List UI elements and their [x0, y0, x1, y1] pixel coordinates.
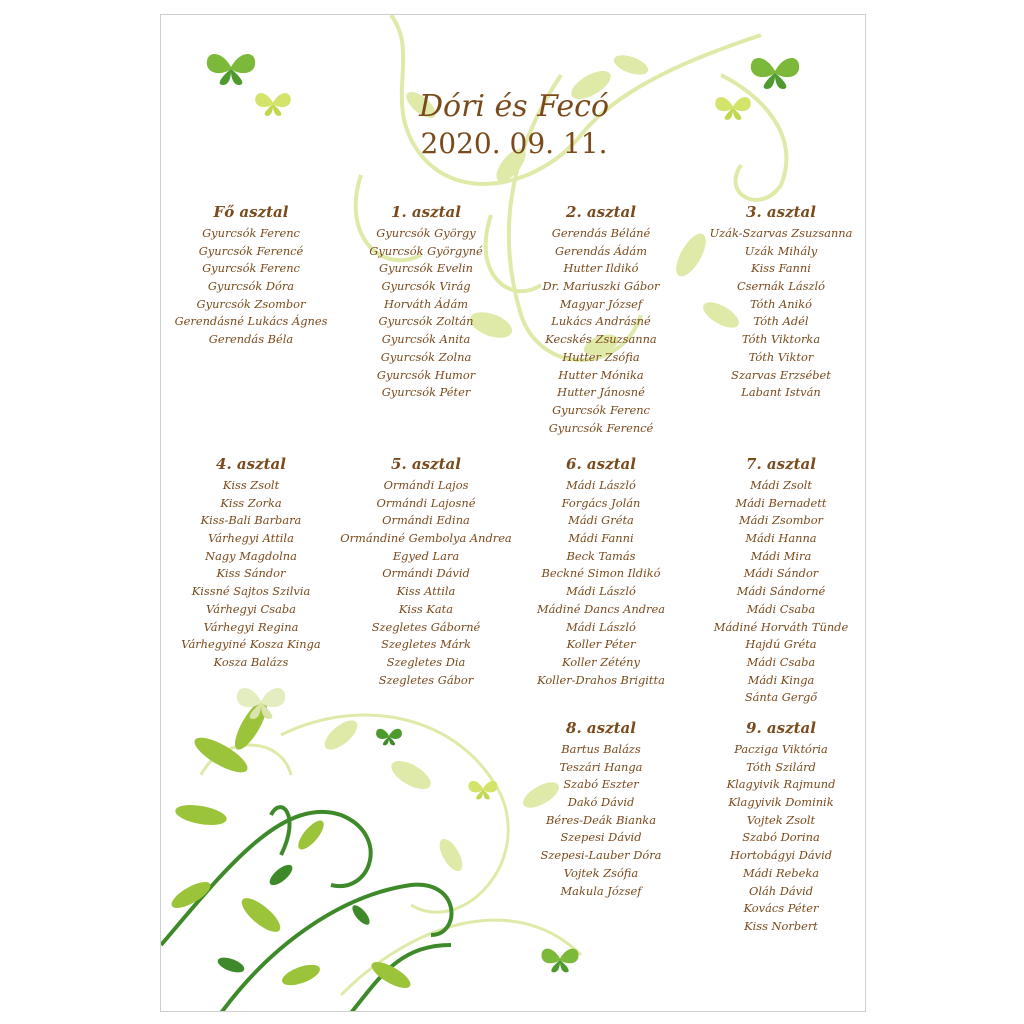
guest-name: Mádi Zsolt — [750, 478, 812, 492]
guest-name: Mádiné Dancs Andrea — [536, 601, 666, 616]
guest-name: Forgács Jolán — [561, 495, 641, 510]
guest-name: Lukács Andrásné — [551, 314, 651, 329]
table-name: Fő asztal — [213, 203, 289, 221]
guest-name: Kiss Kata — [398, 601, 454, 616]
guest-name: Szegletes Dia — [386, 654, 466, 669]
guest-name: Hutter Jánosné — [557, 385, 645, 400]
guest-name: Gyurcsók Evelin — [378, 261, 474, 276]
guest-name: Gyurcsók Virág — [381, 279, 471, 294]
guest-name: Várhegyiné Kosza Kinga — [181, 637, 321, 652]
guest-name: Ormándiné Gembolya Andrea — [340, 531, 512, 546]
guest-name: Hutter Zsófia — [562, 349, 640, 364]
guest-name: Gyurcsók Anita — [381, 332, 471, 347]
butterfly-icon — [465, 775, 501, 803]
guest-name: Makula József — [560, 883, 642, 898]
guest-name: Uzák-Szarvas Zsuzsanna — [709, 226, 853, 240]
table-block — [511, 453, 691, 689]
guest-name: Nagy Magdolna — [205, 548, 297, 563]
guest-name: Szepesi-Lauber Dóra — [540, 848, 662, 863]
guest-name: Kovács Péter — [743, 901, 819, 916]
guest-name: Mádi Bernadett — [735, 495, 827, 510]
butterfly-icon — [201, 45, 261, 90]
table-block — [336, 453, 516, 689]
table-block — [161, 453, 341, 672]
guest-name: Gyurcsók Humor — [376, 367, 476, 382]
guest-name: Koller Zétény — [562, 654, 640, 669]
table-name: 3. asztal — [746, 203, 816, 221]
guest-name: Szabó Dorina — [742, 830, 820, 845]
guest-name: Kiss Zsolt — [222, 478, 280, 492]
table-block — [336, 201, 516, 402]
seating-chart-poster — [160, 14, 866, 1012]
guest-name: Beckné Simon Ildikó — [541, 566, 661, 581]
couple-names: Dóri és Fecó — [418, 89, 610, 124]
guest-name: Kecskés Zsuzsanna — [545, 332, 657, 347]
guest-name: Mádi László — [566, 619, 636, 634]
table-block — [691, 201, 866, 402]
guest-name: Kiss Norbert — [744, 918, 818, 933]
guest-name: Kiss Attila — [396, 584, 456, 599]
table-block — [691, 453, 866, 707]
guest-name: Szegletes Gábor — [378, 672, 474, 687]
table-block — [511, 201, 691, 437]
guest-name: Tóth Viktorka — [741, 332, 821, 347]
guest-name: Klagyivik Rajmund — [726, 777, 836, 792]
guest-name: Ormándi Edina — [382, 513, 470, 528]
guest-name: Mádi Mira — [750, 548, 812, 563]
guest-name: Mádi László — [566, 584, 636, 599]
wedding-date: 2020. 09. 11. — [420, 127, 608, 160]
guest-name: Várhegyi Attila — [208, 531, 294, 546]
guest-name: Tóth Anikó — [749, 296, 813, 311]
guest-name: Mádi Zsombor — [738, 513, 824, 528]
guest-name: Szarvas Erzsébet — [731, 367, 831, 382]
guest-name: Bartus Balázs — [561, 742, 641, 756]
butterfly-icon — [231, 679, 291, 724]
guest-name: Gyurcsók György — [376, 226, 476, 240]
guest-name: Oláh Dávid — [748, 883, 814, 898]
table-name: 5. asztal — [391, 455, 461, 473]
guest-name: Szepesi Dávid — [560, 830, 642, 845]
table-name: 4. asztal — [216, 455, 286, 473]
guest-name: Dr. Mariuszki Gábor — [542, 279, 660, 294]
guest-name: Ormándi Dávid — [382, 566, 470, 581]
guest-name: Egyed Lara — [392, 548, 460, 563]
guest-name: Gyurcsók Ferencé — [548, 420, 654, 435]
table-name: 9. asztal — [746, 719, 816, 737]
guest-name: Mádiné Horváth Tünde — [713, 619, 849, 634]
guest-name: Mádi Csaba — [746, 601, 816, 616]
guest-name: Kiss-Bali Barbara — [200, 513, 302, 528]
guest-name: Hajdú Gréta — [745, 637, 817, 652]
guest-name: Tóth Adél — [753, 314, 809, 329]
guest-name: Gyurcsók Péter — [381, 385, 471, 400]
guest-name: Koller-Drahos Brigitta — [537, 672, 665, 687]
guest-name: Gerendás Ádám — [554, 243, 648, 258]
table-name: 7. asztal — [746, 455, 816, 473]
guest-name: Magyar József — [559, 296, 643, 311]
guest-name: Mádi Kinga — [747, 672, 815, 687]
table-block — [511, 717, 691, 900]
guest-name: Várhegyi Regina — [203, 619, 299, 634]
guest-name: Szegletes Gáborné — [371, 619, 481, 634]
guest-name: Gerendásné Lukács Ágnes — [174, 314, 328, 329]
table-name: 8. asztal — [566, 719, 636, 737]
guest-name: Gerendás Béláné — [551, 226, 651, 240]
guest-name: Labant István — [741, 385, 821, 400]
guest-name: Mádi Hanna — [745, 531, 817, 546]
guest-name: Gyurcsók Zolna — [380, 349, 472, 364]
guest-name: Tóth Szilárd — [746, 759, 816, 774]
guest-name: Uzák Mihály — [744, 243, 818, 258]
butterfly-icon — [745, 49, 805, 94]
guest-name: Hutter Mónika — [558, 367, 644, 382]
guest-name: Szabó Eszter — [563, 777, 639, 792]
butterfly-icon — [537, 941, 583, 977]
guest-name: Várhegyi Csaba — [206, 601, 296, 616]
table-name: 1. asztal — [391, 203, 461, 221]
guest-name: Mádi Fanni — [568, 531, 634, 546]
guest-name: Gyurcsók Györgyné — [369, 243, 483, 258]
table-name: 2. asztal — [566, 203, 636, 221]
guest-name: Csernák László — [736, 279, 826, 294]
guest-name: Horváth Ádám — [383, 296, 469, 311]
guest-name: Beck Tamás — [566, 548, 636, 563]
guest-name: Mádi Csaba — [746, 654, 816, 669]
guest-name: Mádi Sándorné — [736, 584, 826, 599]
guest-name: Gyurcsók Ferenc — [202, 261, 300, 276]
guest-name: Hutter Ildikó — [563, 261, 639, 276]
guest-name: Pacziga Viktória — [734, 742, 828, 756]
guest-name: Gyurcsók Ferenc — [552, 402, 650, 417]
guest-name: Klagyivik Dominik — [728, 795, 834, 810]
guest-name: Kosza Balázs — [213, 654, 289, 669]
guest-name: Tóth Viktor — [748, 349, 814, 364]
guest-name: Vojtek Zsófia — [563, 865, 639, 880]
guest-name: Ormándi Lajosné — [376, 495, 476, 510]
guest-name: Gyurcsók Dóra — [207, 279, 295, 294]
guest-name: Koller Péter — [566, 637, 636, 652]
table-block — [691, 717, 866, 936]
guest-name: Gyurcsók Zsombor — [196, 296, 306, 311]
guest-name: Mádi László — [566, 478, 636, 492]
guest-name: Kiss Sándor — [216, 566, 286, 581]
guest-name: Gyurcsók Zoltán — [378, 314, 474, 329]
table-block — [161, 201, 341, 349]
guest-name: Gerendás Béla — [208, 332, 294, 347]
guest-name: Hortobágyi Dávid — [729, 848, 833, 863]
guest-name: Ormándi Lajos — [383, 478, 469, 492]
guest-name: Kissné Sajtos Szilvia — [191, 584, 311, 599]
guest-name: Sánta Gergő — [744, 690, 818, 705]
guest-name: Vojtek Zsolt — [746, 812, 816, 827]
butterfly-icon — [373, 723, 405, 749]
table-name: 6. asztal — [566, 455, 636, 473]
guest-name: Kiss Fanni — [751, 261, 811, 276]
guest-name: Mádi Gréta — [568, 513, 634, 528]
guest-name: Teszári Hanga — [559, 759, 643, 774]
guest-name: Kiss Zorka — [220, 495, 282, 510]
guest-name: Mádi Rebeka — [742, 865, 820, 880]
guest-name: Dakó Dávid — [567, 795, 635, 810]
guest-name: Gyurcsók Ferenc — [202, 226, 300, 240]
guest-name: Szegletes Márk — [381, 637, 471, 652]
guest-name: Béres-Deák Bianka — [545, 812, 656, 827]
guest-name: Gyurcsók Ferencé — [198, 243, 304, 258]
guest-name: Mádi Sándor — [743, 566, 819, 581]
